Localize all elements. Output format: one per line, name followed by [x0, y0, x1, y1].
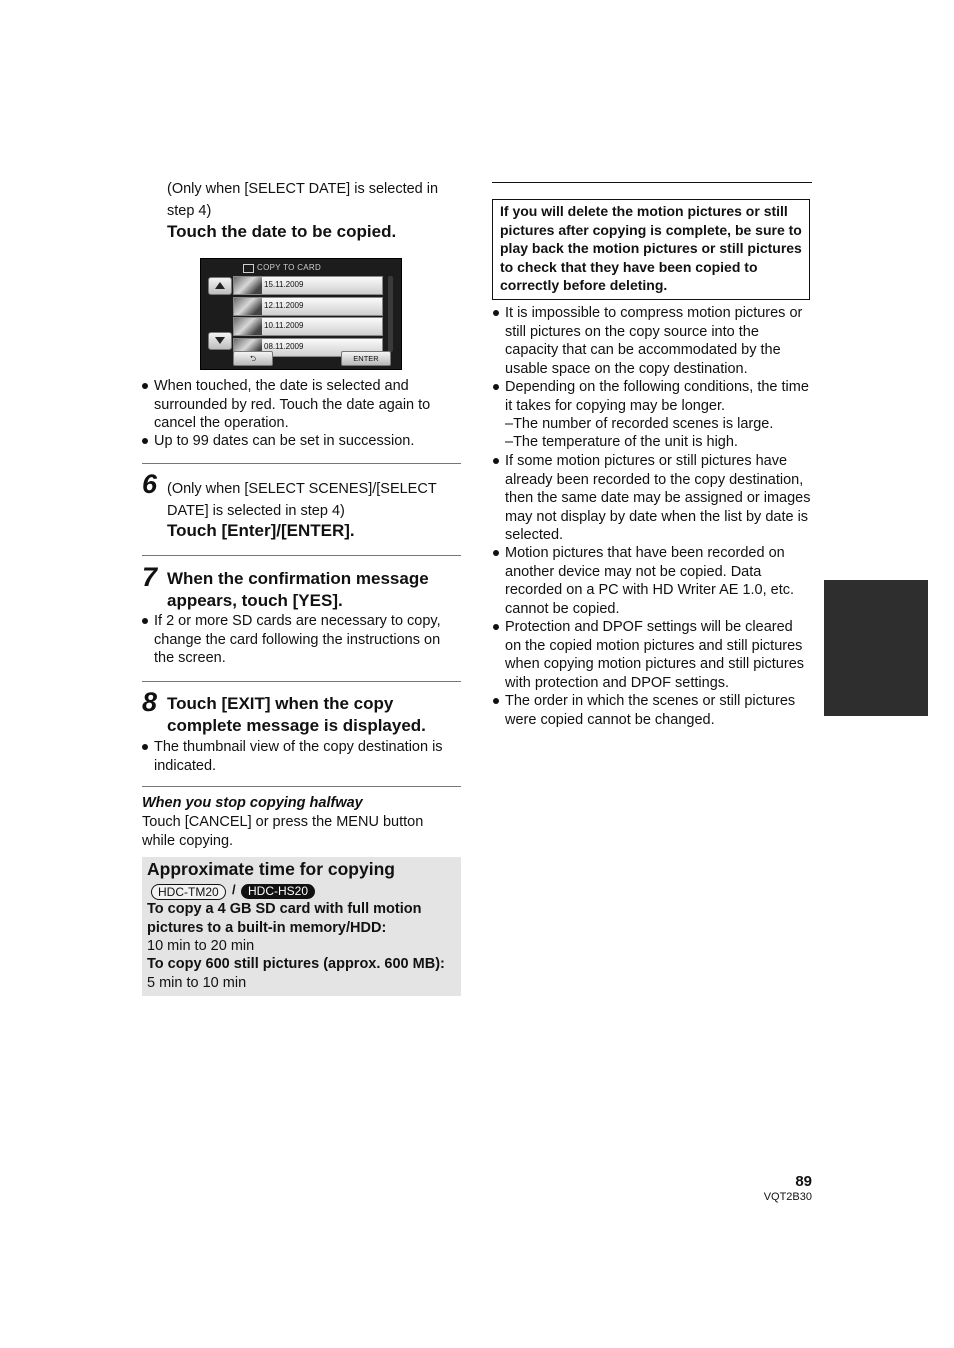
list-item: [493, 618, 811, 692]
date-label: 10.11.2009: [264, 321, 304, 331]
page-number: 89: [795, 1173, 812, 1190]
date-row[interactable]: [233, 317, 383, 336]
step6-heading: Touch [Enter]/[ENTER].: [167, 521, 355, 540]
approx-title: Approximate time for copying: [147, 859, 395, 879]
bullet-text: If 2 or more SD cards are necessary to copy, change the card following the instructions on the screen.: [154, 613, 441, 666]
model-badge-hs20: HDC-HS20: [241, 884, 315, 899]
model-separator: /: [232, 882, 236, 897]
sub-item: –The temperature of the unit is high.: [505, 434, 738, 450]
bullet-icon: [142, 438, 148, 444]
list-item: [493, 544, 811, 618]
sub-item: –The number of recorded scenes is large.: [505, 416, 774, 432]
list-item: [142, 432, 452, 451]
date-list: [233, 276, 383, 359]
bullet-text: Protection and DPOF settings will be cleared on the copied motion pictures and still pictures when copying motion pictures and still pictures with protection and DPOF settings.: [505, 619, 805, 691]
bullet-icon: [493, 458, 499, 464]
divider: [142, 786, 461, 787]
pre-step-heading: Touch the date to be copied.: [167, 222, 397, 241]
bullet-icon: [142, 383, 148, 389]
list-item: [142, 738, 452, 775]
list-item: [142, 377, 452, 433]
divider: [142, 555, 461, 556]
bullet-text: The thumbnail view of the copy destination is indicated.: [154, 739, 443, 774]
bullet-text: It is impossible to compress motion pictures or still pictures on the copy source into the capacity that can be accommodated by the usable space on the copy destination.: [505, 305, 803, 377]
approx-line1-value: 10 min to 20 min: [147, 938, 255, 954]
approx-line2-value: 5 min to 10 min: [147, 975, 247, 991]
step-number-8: 8: [142, 687, 158, 717]
enter-button[interactable]: ENTER: [341, 351, 391, 366]
list-item: [493, 378, 811, 415]
bullet-icon: [493, 624, 499, 630]
copy-to-card-screen: [200, 258, 402, 370]
bullet-text: The order in which the scenes or still pictures were copied cannot be changed.: [505, 693, 796, 728]
warning-text: If you will delete the motion pictures or still pictures after copying is complete, be sure to play back the motion pictures or still pictures to check that they have been copied to correctly before deleting.: [500, 203, 802, 293]
down-arrow-icon: [215, 337, 225, 344]
divider: [492, 182, 812, 183]
date-row[interactable]: [233, 276, 383, 295]
bullet-text: When touched, the date is selected and surrounded by red. Touch the date again to cancel the operation.: [154, 378, 431, 431]
step7-heading: When the confirmation message appears, touch [YES].: [167, 569, 429, 610]
step-number-6: 6: [142, 469, 158, 499]
bullet-text: If some motion pictures or still pictures have already been recorded to the copy destination, then the same date may be assigned or images may not display by date when the list by date is selected.: [505, 453, 811, 543]
bullet-icon: [493, 310, 499, 316]
approx-line1-label: To copy a 4 GB SD card with full motion pictures to a built-in memory/HDD:: [147, 901, 422, 936]
list-item: [493, 452, 811, 545]
chapter-tab: [824, 580, 928, 716]
date-row[interactable]: [233, 297, 383, 316]
doc-code: VQT2B30: [763, 1191, 812, 1203]
list-item: [493, 692, 811, 729]
bullet-text: Motion pictures that have been recorded on another device may not be copied. Data recorded on a PC with HD Writer AE 1.0, etc. cannot be copied.: [505, 545, 795, 617]
bullet-icon: [142, 744, 148, 750]
list-item: [142, 612, 452, 668]
copy-icon: [243, 264, 254, 273]
scrollbar[interactable]: [388, 276, 393, 352]
step6-note: (Only when [SELECT SCENES]/[SELECT DATE] is selected in step 4): [167, 481, 437, 519]
step-number-7: 7: [142, 562, 158, 592]
thumbnail: [234, 298, 262, 315]
date-label: 12.11.2009: [264, 300, 304, 310]
scroll-down-button[interactable]: [208, 332, 232, 350]
date-label: 08.11.2009: [264, 342, 304, 352]
thumbnail: [234, 318, 262, 335]
back-button[interactable]: ⮌: [233, 351, 273, 366]
bullet-icon: [142, 618, 148, 624]
scroll-up-button[interactable]: [208, 277, 232, 295]
approx-line2-label: To copy 600 still pictures (approx. 600 MB):: [147, 956, 445, 972]
stop-title: When you stop copying halfway: [142, 795, 363, 811]
divider: [142, 681, 461, 682]
screen-title: COPY TO CARD: [257, 263, 322, 272]
pre-step-note: (Only when [SELECT DATE] is selected in step 4): [167, 181, 439, 219]
bullet-icon: [493, 698, 499, 704]
bullet-text: Depending on the following conditions, the time it takes for copying may be longer.: [505, 379, 809, 414]
stop-text: Touch [CANCEL] or press the MENU button while copying.: [142, 814, 424, 849]
divider: [142, 463, 461, 464]
date-label: 15.11.2009: [264, 280, 304, 289]
bullet-text: Up to 99 dates can be set in succession.: [154, 433, 415, 449]
list-item: [493, 304, 811, 378]
step8-heading: Touch [EXIT] when the copy complete message is displayed.: [167, 694, 426, 735]
bullet-icon: [493, 384, 499, 390]
up-arrow-icon: [215, 282, 225, 289]
thumbnail: [234, 277, 262, 294]
model-badge-tm20: HDC-TM20: [151, 884, 226, 900]
bullet-icon: [493, 550, 499, 556]
